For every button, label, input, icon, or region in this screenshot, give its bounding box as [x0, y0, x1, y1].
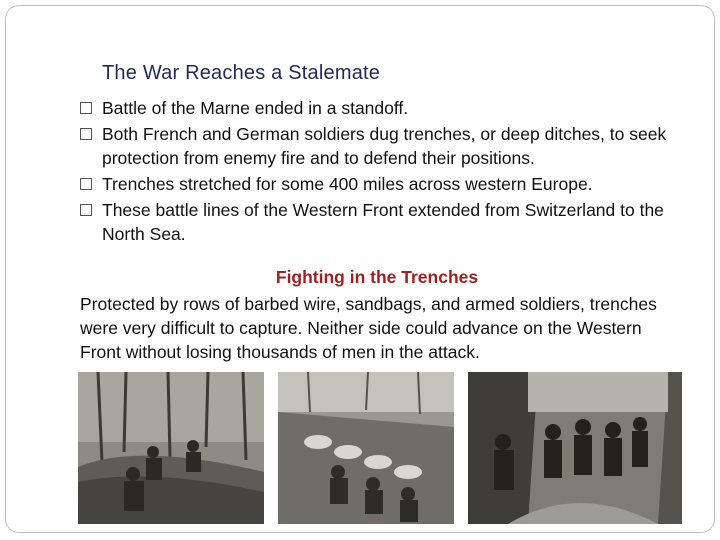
- slide-title: The War Reaches a Stalemate: [102, 62, 381, 84]
- trench-photo-sandbags-image: [278, 372, 454, 524]
- bullet-text: Trenches stretched for some 400 miles across western Europe.: [102, 174, 593, 194]
- checkbox-outline-icon: [80, 204, 92, 216]
- bullet-item: [80, 122, 690, 170]
- trench-photo-forest: [78, 372, 264, 524]
- subheading-text: Fighting in the Trenches: [275, 267, 479, 287]
- bullet-item: [80, 198, 690, 246]
- trench-photo-sandbags: [278, 372, 454, 524]
- checkbox-outline-icon: [80, 128, 92, 140]
- checkbox-outline-icon: [80, 102, 92, 114]
- bullet-item: [80, 172, 690, 196]
- section-subheading: [0, 267, 720, 288]
- trench-photo-soldiers: [468, 372, 682, 524]
- bullet-item: [80, 96, 690, 120]
- bullet-text: Both French and German soldiers dug trenches, or deep ditches, to seek protection from enemy fire and to defend their positions.: [102, 124, 667, 168]
- trench-photo-soldiers-image: [468, 372, 682, 524]
- body-paragraph: Protected by rows of barbed wire, sandbags, and armed soldiers, trenches were very difficult to capture. Neither side could advance on the Western Front without losing thousands of men in the attack.: [80, 294, 657, 362]
- bullet-list: [80, 96, 690, 248]
- bullet-text: Battle of the Marne ended in a standoff.: [102, 98, 409, 118]
- checkbox-outline-icon: [80, 178, 92, 190]
- trench-photo-forest-image: [78, 372, 264, 524]
- bullet-text: These battle lines of the Western Front extended from Switzerland to the North Sea.: [102, 200, 664, 244]
